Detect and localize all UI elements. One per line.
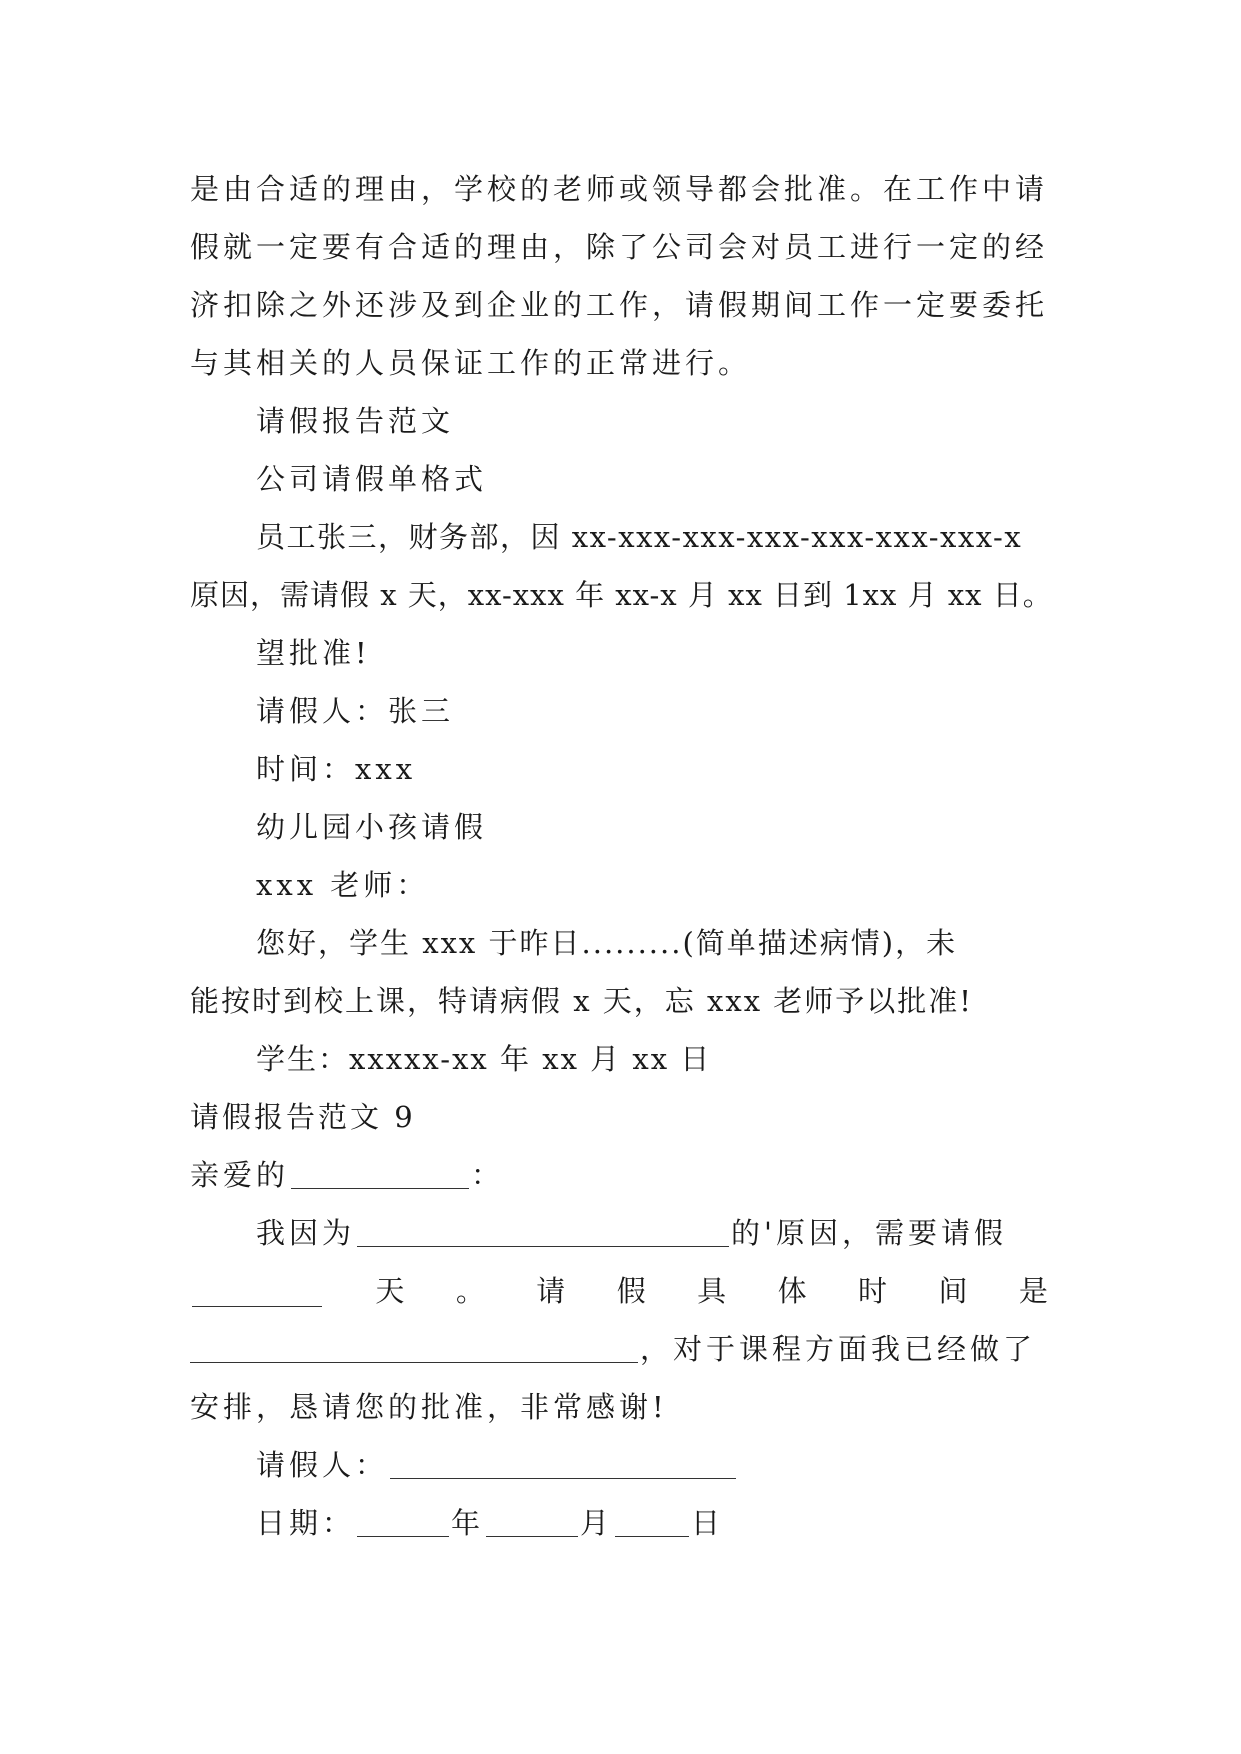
year-blank bbox=[357, 1506, 449, 1537]
company-applicant: 请假人：张三 bbox=[256, 694, 455, 728]
company-body-line-2: 原因，需请假 x 天，xx-xxx 年 xx-x 月 xx 日到 1xx 月 xx 日。 bbox=[190, 578, 1053, 612]
days-char-3: 请 bbox=[536, 1274, 566, 1308]
reason-blank bbox=[357, 1216, 729, 1247]
letter-reason bbox=[190, 1204, 1050, 1262]
month-label: 月 bbox=[580, 1506, 614, 1540]
letter-salutation bbox=[190, 1146, 1050, 1204]
recipient-blank bbox=[291, 1158, 469, 1189]
intro-line-3: 济扣除之外还涉及到企业的工作，请假期间工作一定要委托 bbox=[190, 288, 1049, 322]
letter-closing: 安排，恳请您的批准，非常感谢! bbox=[190, 1390, 668, 1424]
section9-title: 请假报告范文 9 bbox=[190, 1100, 416, 1134]
applicant-blank bbox=[390, 1448, 736, 1479]
kinder-title: 幼儿园小孩请假 bbox=[256, 810, 488, 844]
letter-time bbox=[190, 1320, 1050, 1378]
intro-line-4: 与其相关的人员保证工作的正常进行。 bbox=[190, 346, 752, 380]
salutation-prefix: 亲爱的 bbox=[190, 1158, 290, 1192]
applicant-label: 请假人： bbox=[256, 1448, 389, 1482]
letter-date bbox=[190, 1494, 1050, 1552]
company-body-line-1: 员工张三，财务部，因 xx-xxx-xxx-xxx-xxx-xxx-xxx-x bbox=[256, 520, 1023, 554]
company-format-title: 公司请假单格式 bbox=[256, 462, 488, 496]
days-char-8: 间 bbox=[938, 1274, 968, 1308]
sample-title: 请假报告范文 bbox=[256, 404, 455, 438]
reason-suffix: 的'原因，需要请假 bbox=[731, 1216, 1007, 1250]
days-char-2: 。 bbox=[455, 1274, 485, 1308]
days-char-7: 时 bbox=[858, 1274, 888, 1308]
kinder-salutation: xxx 老师： bbox=[256, 868, 430, 902]
days-char-1: 天 bbox=[375, 1274, 405, 1308]
time-blank bbox=[190, 1332, 638, 1363]
company-closing: 望批准! bbox=[256, 636, 371, 670]
document-page bbox=[190, 160, 1053, 1552]
days-char-9: 是 bbox=[1018, 1274, 1048, 1308]
reason-prefix: 我因为 bbox=[256, 1216, 356, 1250]
intro-line-2: 假就一定要有合适的理由，除了公司会对员工进行一定的经 bbox=[190, 230, 1049, 264]
month-blank bbox=[486, 1506, 578, 1537]
kinder-body-line-1: 您好，学生 xxx 于昨日.........(简单描述病情)，未 bbox=[256, 926, 958, 960]
days-char-4: 假 bbox=[616, 1274, 646, 1308]
time-suffix: ，对于课程方面我已经做了 bbox=[640, 1332, 1037, 1366]
letter-days-row bbox=[190, 1262, 1048, 1320]
days-char-5: 具 bbox=[697, 1274, 727, 1308]
date-label: 日期： bbox=[256, 1506, 356, 1540]
salutation-suffix: ： bbox=[471, 1158, 505, 1192]
days-blank bbox=[192, 1276, 322, 1307]
intro-line-1: 是由合适的理由，学校的老师或领导都会批准。在工作中请 bbox=[190, 172, 1049, 206]
kinder-signature: 学生：xxxxx-xx 年 xx 月 xx 日 bbox=[256, 1042, 712, 1076]
days-char-6: 体 bbox=[777, 1274, 807, 1308]
kinder-body-line-2: 能按时到校上课，特请病假 x 天，忘 xxx 老师予以批准! bbox=[190, 984, 973, 1018]
day-blank bbox=[615, 1506, 689, 1537]
company-time: 时间：xxx bbox=[256, 752, 417, 786]
year-label: 年 bbox=[451, 1506, 485, 1540]
day-label: 日 bbox=[691, 1506, 725, 1540]
letter-applicant bbox=[190, 1436, 1050, 1494]
